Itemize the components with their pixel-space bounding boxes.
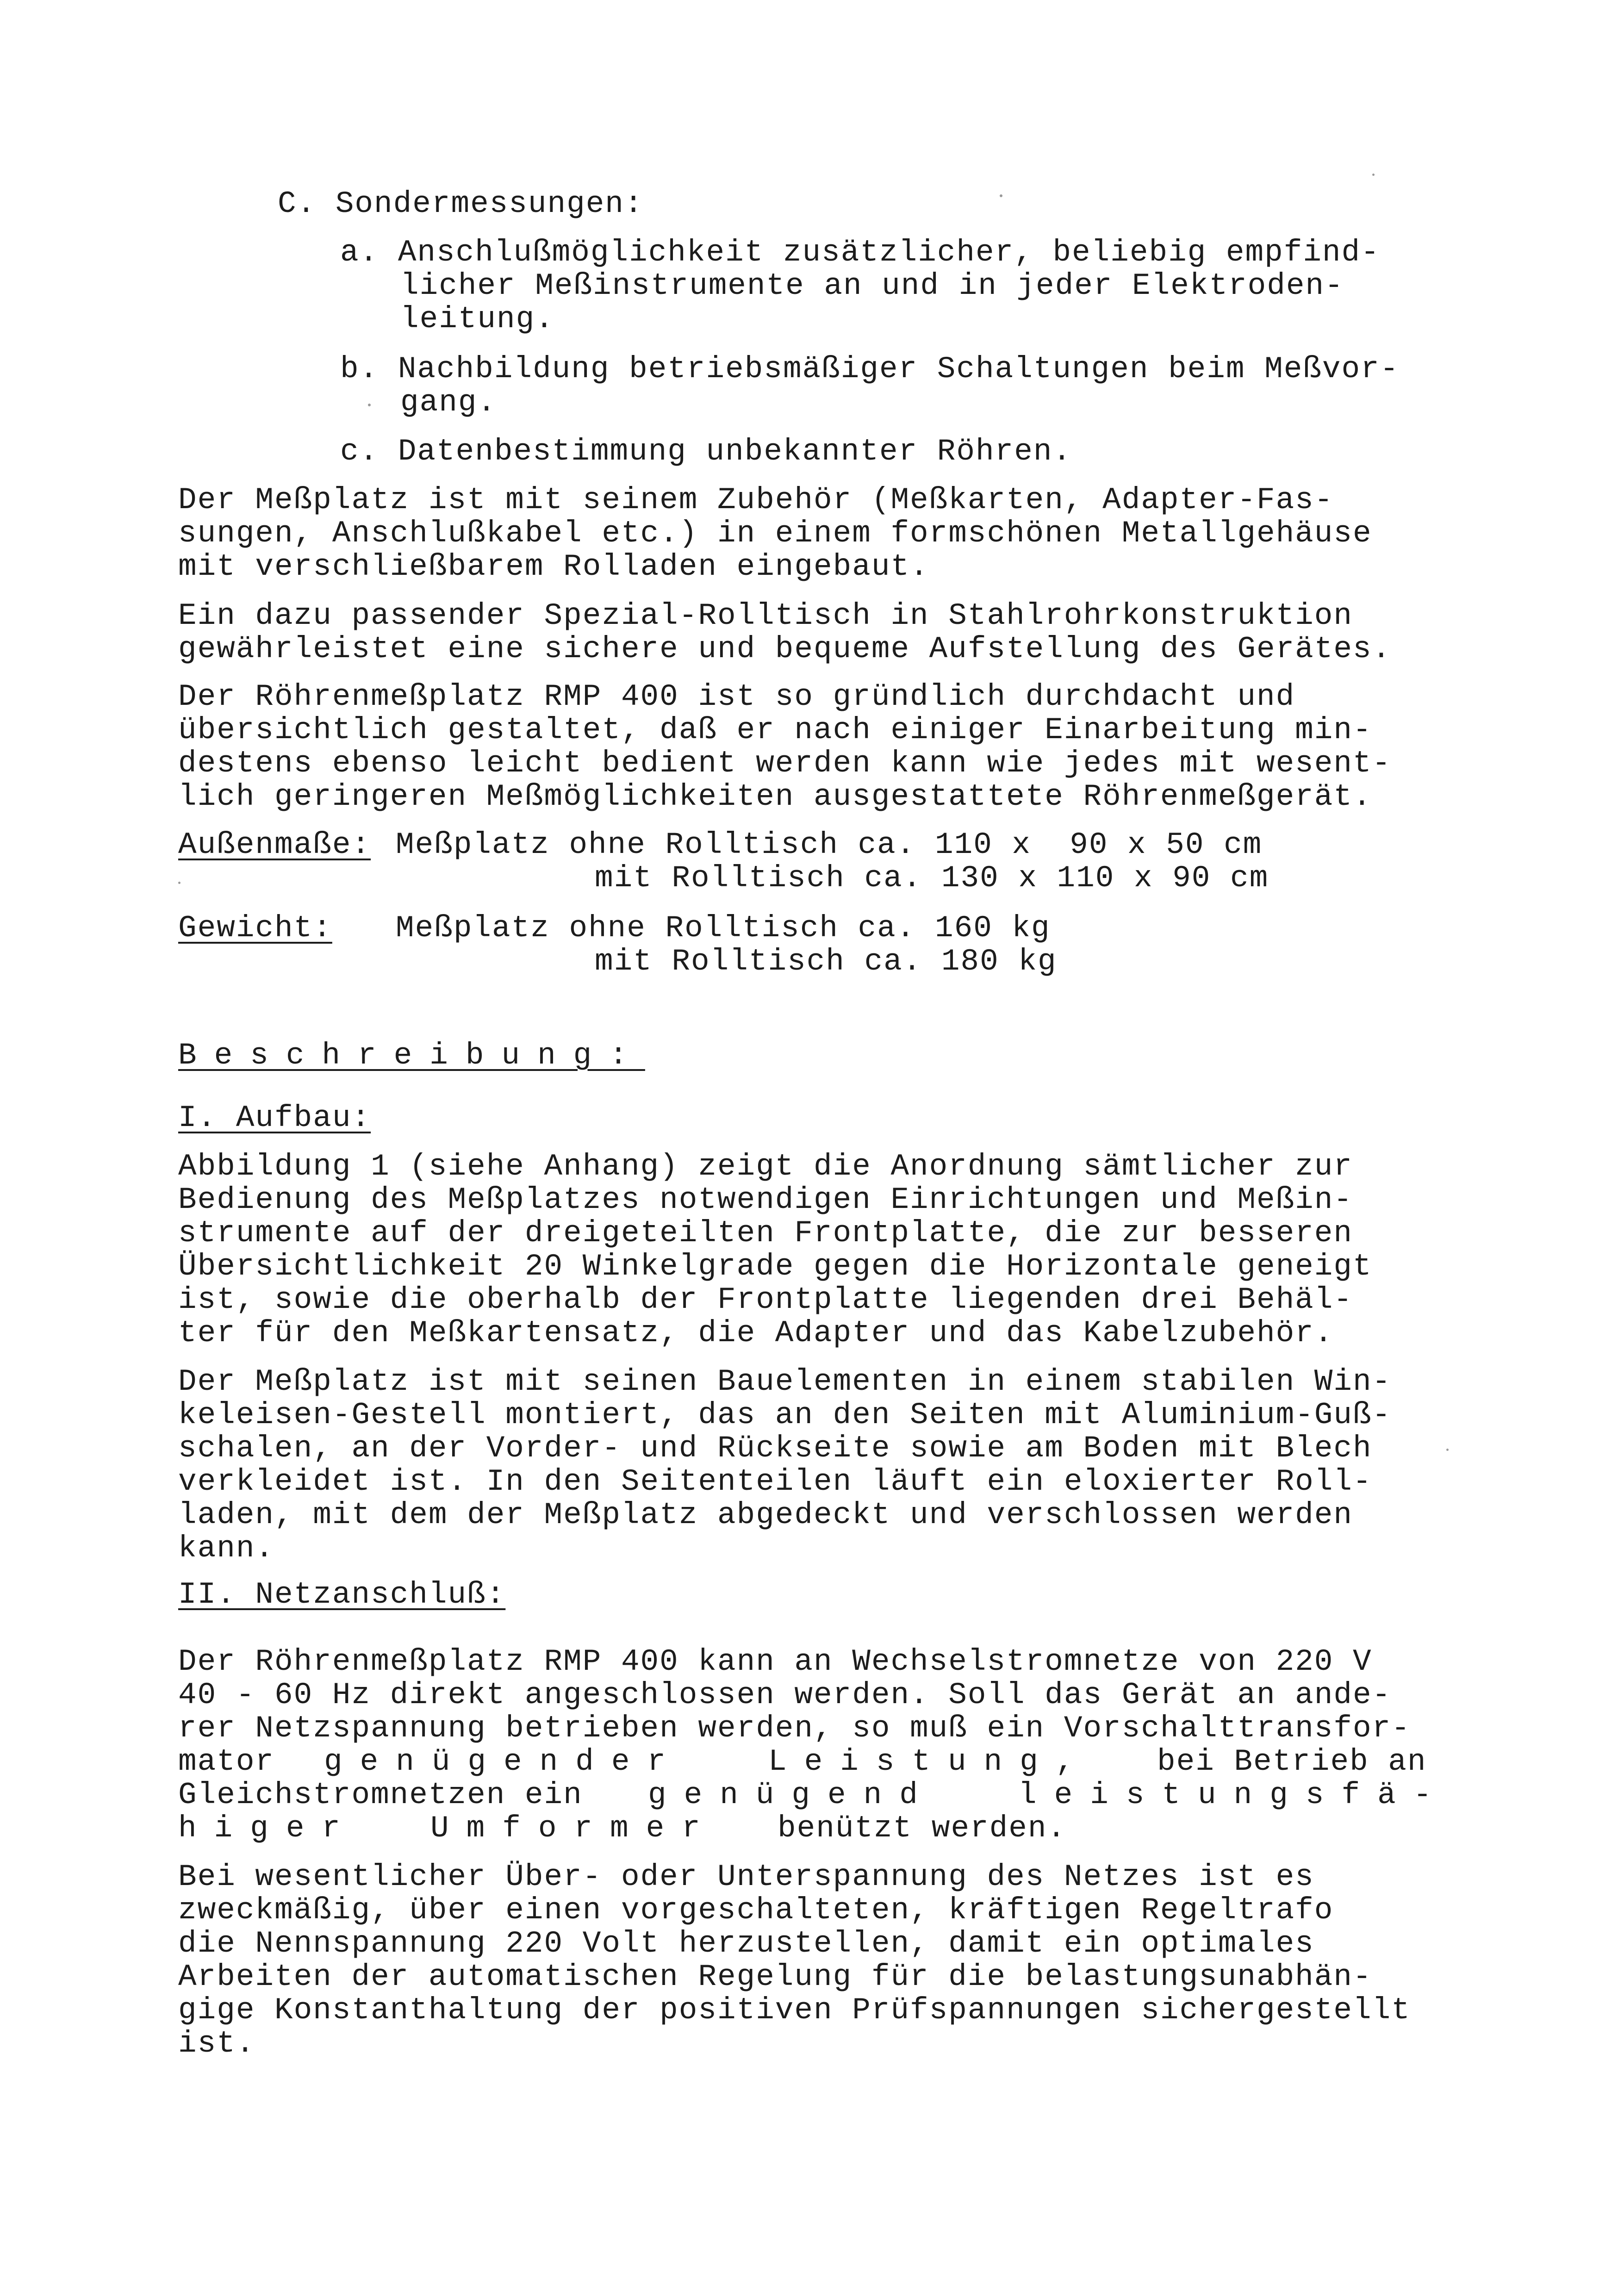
beschreibung-heading: Beschreibung: — [178, 1038, 645, 1073]
item-a-line-1: a. Anschlußmöglichkeit zusätzlicher, beliebig empfind- — [340, 235, 1380, 270]
scan-speck — [1000, 194, 1002, 197]
gewicht-value-2: mit Rolltisch ca. 180 kg — [595, 944, 1057, 979]
scan-speck — [1446, 1449, 1449, 1451]
netz-para2-line-4: Arbeiten der automatischen Regelung für die belastungsunabhän- — [178, 1960, 1372, 1994]
aufbau-para1-line-2: Bedienung des Meßplatzes notwendigen Einrichtungen und Meßin- — [178, 1182, 1353, 1217]
scan-speck — [178, 882, 180, 884]
section-c-heading: C. Sondermessungen: — [278, 187, 644, 221]
para-rmp-line-1: Der Röhrenmeßplatz RMP 400 ist so gründlich durchdacht und — [178, 679, 1295, 714]
netz-line-5-word-3: leistungsfä- — [1018, 1778, 1450, 1812]
para-zubehoer-line-1: Der Meßplatz ist mit seinem Zubehör (Meßkarten, Adapter-Fas- — [178, 483, 1334, 517]
netz-line-6-word-2: Umformer — [430, 1811, 718, 1846]
netz-para2-line-2: zweckmäßig, über einen vorgeschalteten, kräftigen Regeltrafo — [178, 1893, 1334, 1928]
netz-line-4-word-3: Leistung, — [768, 1744, 1092, 1779]
netz-para2-line-5: gige Konstanthaltung der positiven Prüfspannungen sichergestellt — [178, 1993, 1411, 2028]
aufbau-para1-line-4: Übersichtlichkeit 20 Winkelgrade gegen die Horizontale geneigt — [178, 1249, 1372, 1284]
aufbau-para1-line-1: Abbildung 1 (siehe Anhang) zeigt die Anordnung sämtlicher zur — [178, 1149, 1353, 1184]
netz-line-6-word-3: benützt werden. — [778, 1811, 1067, 1846]
netz-line-5-word-1: Gleichstromnetzen ein — [178, 1778, 583, 1812]
aufbau-para1-line-6: ter für den Meßkartensatz, die Adapter und das Kabelzubehör. — [178, 1316, 1334, 1350]
netz-para2-line-3: die Nennspannung 220 Volt herzustellen, damit ein optimales — [178, 1926, 1314, 1961]
netz-line-2: 40 - 60 Hz direkt angeschlossen werden. Soll das Gerät an ande- — [178, 1678, 1392, 1712]
item-b-line-2: gang. — [400, 385, 497, 420]
netz-line-4-word-4: bei Betrieb an — [1157, 1744, 1427, 1779]
netzanschluss-heading: II. Netzanschluß: — [178, 1577, 506, 1612]
aufbau-para1-line-5: ist, sowie die oberhalb der Frontplatte liegenden drei Behäl- — [178, 1282, 1353, 1317]
aufbau-para2-line-6: kann. — [178, 1531, 275, 1566]
aufbau-para2-line-1: Der Meßplatz ist mit seinen Bauelementen in einem stabilen Win- — [178, 1364, 1392, 1399]
aufbau-para2-line-3: schalen, an der Vorder- und Rückseite sowie am Boden mit Blech — [178, 1431, 1372, 1466]
aufbau-para2-line-2: keleisen-Gestell montiert, das an den Seiten mit Aluminium-Guß- — [178, 1398, 1392, 1432]
para-rmp-line-3: destens ebenso leicht bedient werden kann wie jedes mit wesent- — [178, 746, 1392, 781]
item-c-line: c. Datenbestimmung unbekannter Röhren. — [340, 434, 1072, 469]
para-rmp-line-4: lich geringeren Meßmöglichkeiten ausgestattete Röhrenmeßgerät. — [178, 779, 1372, 814]
aussenmasse-value-1: Meßplatz ohne Rolltisch ca. 110 x 90 x 50 cm — [396, 828, 1263, 862]
scan-speck — [1372, 174, 1375, 176]
netz-para2-line-6: ist. — [178, 2026, 255, 2061]
para-rolltisch-line-2: gewährleistet eine sichere und bequeme Aufstellung des Gerätes. — [178, 632, 1392, 666]
para-rmp-line-2: übersichtlich gestaltet, daß er nach einiger Einarbeitung min- — [178, 713, 1372, 747]
netz-line-4-word-2: genügender — [324, 1744, 684, 1779]
netz-para2-line-1: Bei wesentlicher Über- oder Unterspannung des Netzes ist es — [178, 1860, 1314, 1894]
scan-speck — [368, 404, 371, 406]
netz-line-6-word-1: higer — [178, 1811, 358, 1846]
aufbau-para1-line-3: strumente auf der dreigeteilten Frontplatte, die zur besseren — [178, 1216, 1353, 1251]
item-a-line-3: leitung. — [400, 302, 554, 336]
aufbau-para2-line-5: laden, mit dem der Meßplatz abgedeckt und verschlossen werden — [178, 1498, 1353, 1532]
aussenmasse-label: Außenmaße: — [178, 828, 371, 862]
netz-line-3: rer Netzspannung betrieben werden, so muß ein Vorschalttransfor- — [178, 1711, 1411, 1746]
netz-line-5-word-2: genügend — [648, 1778, 935, 1812]
netz-line-1: Der Röhrenmeßplatz RMP 400 kann an Wechselstromnetze von 220 V — [178, 1644, 1372, 1679]
gewicht-value-1: Meßplatz ohne Rolltisch ca. 160 kg — [396, 911, 1051, 946]
para-rolltisch-line-1: Ein dazu passender Spezial-Rolltisch in Stahlrohrkonstruktion — [178, 598, 1353, 633]
netz-line-4-word-1: mator — [178, 1744, 275, 1779]
item-a-line-2: licher Meßinstrumente an und in jeder Elektroden- — [400, 268, 1344, 303]
para-zubehoer-line-3: mit verschließbarem Rolladen eingebaut. — [178, 549, 929, 584]
aufbau-heading: I. Aufbau: — [178, 1101, 371, 1135]
aufbau-para2-line-4: verkleidet ist. In den Seitenteilen läuft ein eloxierter Roll- — [178, 1464, 1372, 1499]
aussenmasse-value-2: mit Rolltisch ca. 130 x 110 x 90 cm — [595, 861, 1269, 896]
gewicht-label: Gewicht: — [178, 911, 332, 946]
item-b-line-1: b. Nachbildung betriebsmäßiger Schaltungen beim Meßvor- — [340, 352, 1400, 386]
para-zubehoer-line-2: sungen, Anschlußkabel etc.) in einem formschönen Metallgehäuse — [178, 516, 1372, 551]
